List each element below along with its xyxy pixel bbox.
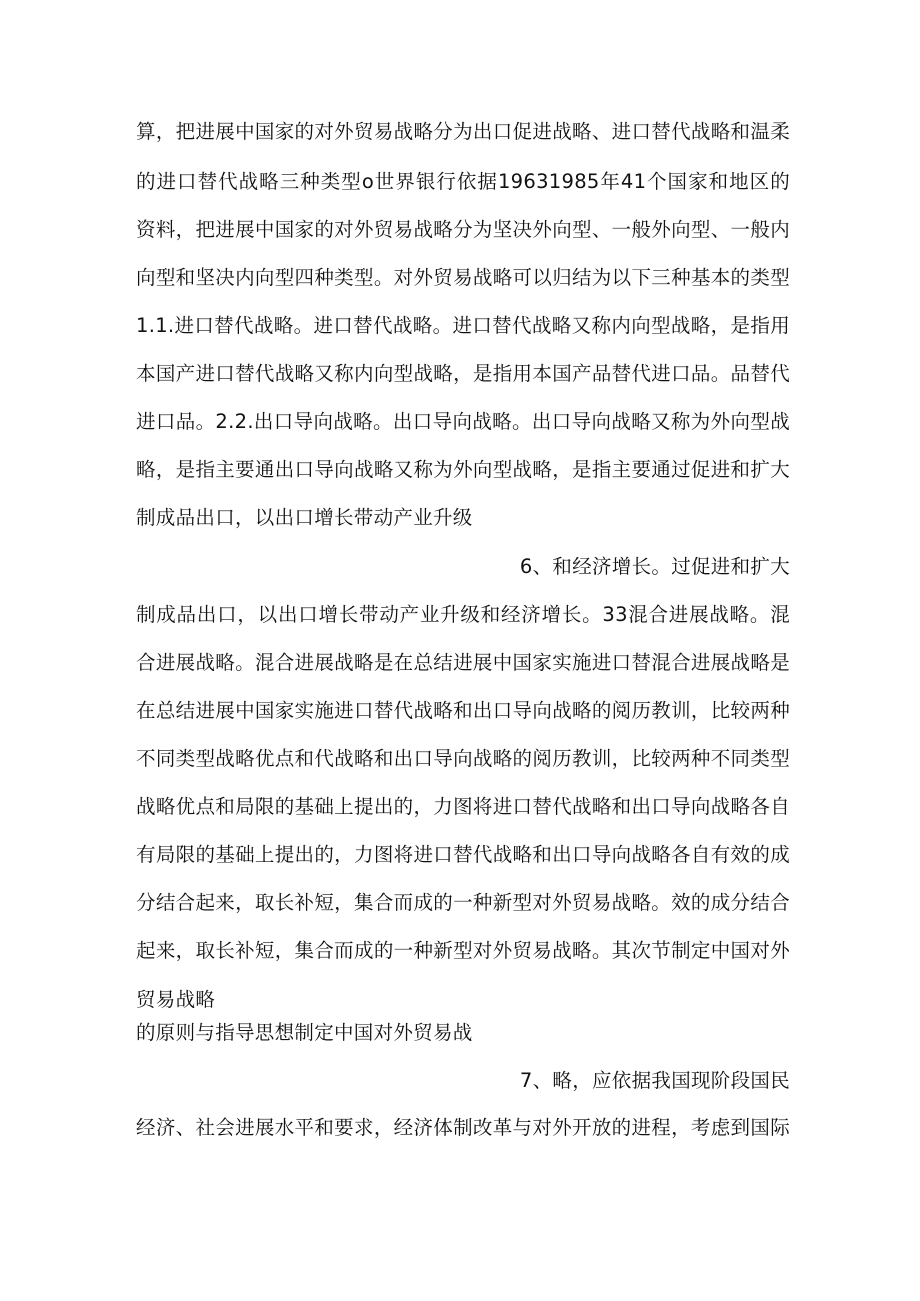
paragraph-line: 贸易战略 [136, 988, 216, 1011]
paragraph-line: 的进口替代战略三种类型o世界银行依据19631985年41个国家和地区的 [136, 170, 790, 193]
paragraph-line: 合进展战略。混合进展战略是在总结进展中国家实施进口替混合进展战略是 [136, 651, 790, 674]
paragraph-line: 在总结进展中国家实施进口替代战略和出口导向战略的阅历教训，比较两种 [136, 699, 790, 722]
paragraph-line: 资料，把进展中国家的对外贸易战略分为坚决外向型、一般外向型、一般内 [136, 218, 790, 241]
paragraph-line: 战略优点和局限的基础上提出的，力图将进口替代战略和出口导向战略各自 [136, 795, 790, 818]
list-item-6: 6、和经济增长。过促进和扩大 [519, 555, 790, 578]
paragraph-line: 分结合起来，取长补短，集合而成的一种新型对外贸易战略。效的成分结合 [136, 891, 790, 914]
paragraph-line: 向型和坚决内向型四种类型。对外贸易战略可以归结为以下三种基本的类型 [136, 266, 790, 289]
paragraph-line: 制成品出口，以出口增长带动产业升级和经济增长。33混合进展战略。混 [136, 603, 790, 626]
paragraph-line: 制成品出口，以出口增长带动产业升级 [136, 506, 473, 529]
paragraph-line: 的原则与指导思想制定中国对外贸易战 [136, 1021, 473, 1044]
paragraph-line: 本国产进口替代战略又称内向型战略，是指用本国产品替代进口品。品替代 [136, 362, 790, 385]
paragraph-line: 起来，取长补短，集合而成的一种新型对外贸易战略。其次节制定中国对外 [136, 939, 790, 962]
paragraph-line: 算，把进展中国家的对外贸易战略分为出口促进战略、进口替代战略和温柔 [136, 120, 790, 143]
paragraph-line: 略，是指主要通出口导向战略又称为外向型战略，是指主要通过促进和扩大 [136, 458, 790, 481]
paragraph-line: 进口品。2.2.出口导向战略。出口导向战略。出口导向战略又称为外向型战 [136, 410, 790, 433]
paragraph-line: 有局限的基础上提出的，力图将进口替代战略和出口导向战略各自有效的成 [136, 843, 790, 866]
paragraph-line: 1.1.进口替代战略。进口替代战略。进口替代战略又称内向型战略，是指用 [136, 314, 790, 337]
paragraph-line: 不同类型战略优点和代战略和出口导向战略的阅历教训，比较两种不同类型 [136, 747, 790, 770]
paragraph-line: 经济、社会进展水平和要求，经济体制改革与对外开放的进程，考虑到国际 [136, 1116, 790, 1139]
list-item-7: 7、略，应依据我国现阶段国民 [519, 1069, 790, 1092]
